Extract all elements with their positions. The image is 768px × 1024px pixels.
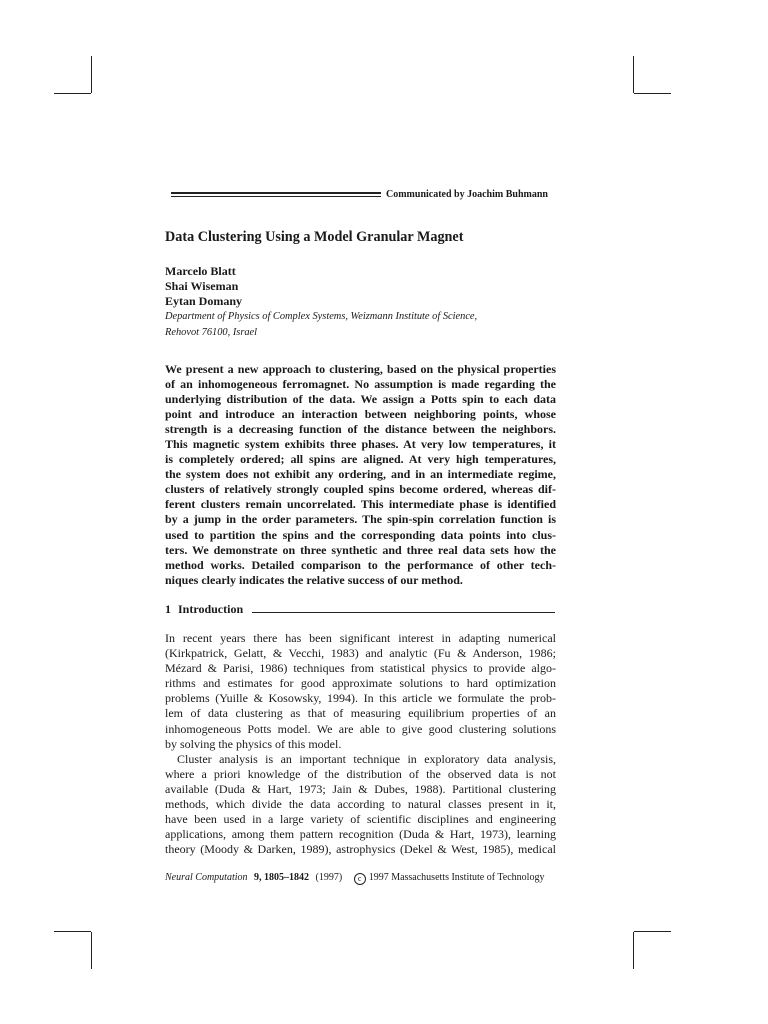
abstract-line: ters. We demonstrate on three synthetic and three real data sets how the [165,542,556,557]
body-line: where a priori knowledge of the distribution of the observed data is not [165,766,556,781]
abstract [165,362,556,588]
affiliation-line: Rehovot 76100, Israel [165,327,258,338]
copyright [354,872,545,883]
paper-title: Data Clustering Using a Model Granular Magnet [165,229,464,245]
body-line: by solving the physics of this model. [165,736,342,751]
body-line: rithms and estimates for good approximate solutions to hard optimization [165,676,556,691]
abstract-line: used to partition the spins and the corresponding data points into clus- [165,527,556,542]
abstract-line: method works. Detailed comparison to the performance of other tech- [165,557,556,572]
body-text [165,631,556,857]
section-number: 1 [165,602,171,616]
body-line: have been used in a large variety of scientific disciplines and engineering [165,812,556,827]
crop-mark [54,93,91,94]
communicated-by: Communicated by Joachim Buhmann [386,189,548,200]
affiliation-line: Department of Physics of Complex Systems, Weizmann Institute of Science, [165,311,478,322]
abstract-line: by a jump in the order parameters. The spin-spin correlation function is [165,512,556,527]
author-name: Shai Wiseman [165,279,239,293]
body-line: methods, which divide the data according to natural classes present in it, [165,797,556,812]
abstract-line: ferent clusters remain uncorrelated. This intermediate phase is identified [165,497,556,512]
header-rule [171,192,381,197]
copyright-icon: c [354,873,366,885]
journal-name: Neural Computation [165,872,248,883]
crop-mark [634,931,671,932]
crop-mark [633,932,634,969]
abstract-line: underlying distribution of the data. We assign a Potts spin to each data [165,392,556,407]
section-heading [165,602,555,617]
author-name: Eytan Domany [165,294,243,308]
body-line: Cluster analysis is an important technique in exploratory data analysis, [177,751,556,766]
section-rule [252,612,555,613]
body-line: lem of data clustering as that of measuring equilibrium properties of an [165,706,556,721]
abstract-line: of an inhomogeneous ferromagnet. No assumption is made regarding the [165,377,556,392]
crop-mark [91,56,92,93]
body-line: inhomogeneous Potts model. We are able to give good clustering solutions [165,721,556,736]
abstract-line: clusters of relatively strongly coupled spins become ordered, whereas dif- [165,482,556,497]
abstract-line: point and introduce an interaction between neighboring points, whose [165,407,556,422]
abstract-line: We present a new approach to clustering, based on the physical properties [165,362,556,376]
volume-pages: 9, 1805–1842 [254,872,310,883]
body-line: applications, among them pattern recognition (Duda & Hart, 1973), learning [165,827,556,842]
abstract-line: strength is a decreasing function of the distance between the neighbors. [165,422,556,437]
body-line: problems (Yuille & Kosowsky, 1994). In this article we formulate the prob- [165,691,556,706]
abstract-line: niques clearly indicates the relative success of our method. [165,572,463,587]
author-list [165,264,242,309]
body-line: available (Duda & Hart, 1973; Jain & Dubes, 1988). Partitional clustering [165,781,556,796]
abstract-line: This magnetic system exhibits three phases. At very low temperatures, it [165,437,556,452]
abstract-line: the system does not exhibit any ordering, and in an intermediate regime, [165,467,556,482]
crop-mark [634,93,671,94]
body-line: Mézard & Parisi, 1986) techniques from statistical physics to provide algo- [165,661,556,676]
abstract-line: is completely ordered; all spins are aligned. At very high temperatures, [165,452,556,467]
crop-mark [633,56,634,93]
body-line: theory (Moody & Darken, 1989), astrophysics (Dekel & West, 1985), medical [165,842,556,857]
body-line: (Kirkpatrick, Gelatt, & Vecchi, 1983) and analytic (Fu & Anderson, 1986; [165,646,556,661]
page-footer [165,872,557,885]
crop-mark [54,931,91,932]
crop-mark [91,932,92,969]
affiliation [165,309,477,341]
author-name: Marcelo Blatt [165,264,236,278]
body-line: In recent years there has been significant interest in adapting numerical [165,631,556,645]
copyright-text: 1997 Massachusetts Institute of Technology [368,872,545,883]
publication-year: (1997) [315,872,343,883]
section-title: Introduction [178,602,244,616]
